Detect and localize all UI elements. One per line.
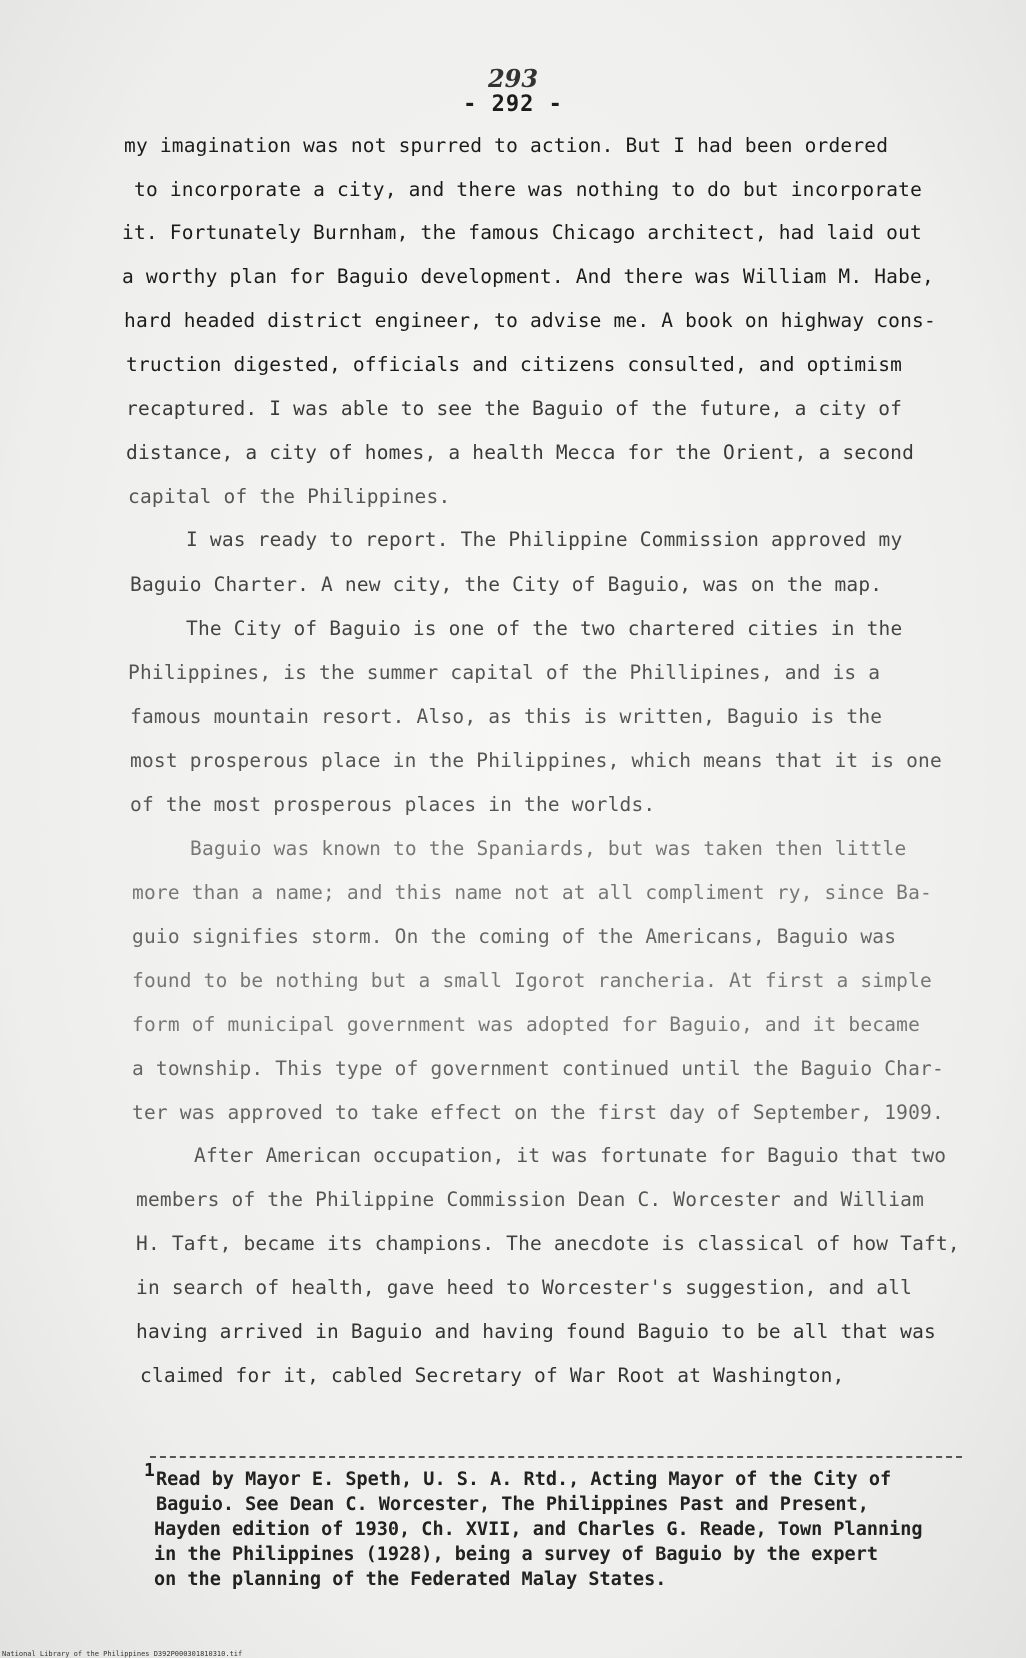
typed-page-number: - 292 - <box>463 92 563 117</box>
footnote-line: on the planning of the Federated Malay States. <box>154 1569 667 1590</box>
footnote-line: Baguio. See Dean C. Worcester, The Philippines Past and Present, <box>156 1494 869 1515</box>
text-line: having arrived in Baguio and having found Baguio to be all that was <box>136 1320 936 1343</box>
text-line: After American occupation, it was fortunate for Baguio that two <box>194 1144 947 1167</box>
scan-footer-label: National Library of the Philippines D392P000301810310.tif <box>2 1650 243 1658</box>
footnote-divider <box>150 1456 962 1458</box>
handwritten-page-number: 293 <box>487 64 539 93</box>
text-line: claimed for it, cabled Secretary of War Root at Washington, <box>140 1364 845 1387</box>
text-line: The City of Baguio is one of the two chartered cities in the <box>186 617 903 640</box>
text-line: Baguio was known to the Spaniards, but was taken then little <box>190 837 907 860</box>
text-line: my imagination was not spurred to action. But I had been ordered <box>124 134 889 157</box>
footnote-line: Hayden edition of 1930, Ch. XVII, and Charles G. Reade, Town Planning <box>154 1519 923 1540</box>
text-line: form of municipal government was adopted for Baguio, and it became <box>132 1013 921 1036</box>
text-line: I was ready to report. The Philippine Commission approved my <box>186 528 903 551</box>
text-line: H. Taft, became its champions. The anecdote is classical of how Taft, <box>136 1232 960 1255</box>
text-line: truction digested, officials and citizens consulted, and optimism <box>126 353 903 376</box>
text-line: Philippines, is the summer capital of the Phillipines, and is a <box>128 661 881 684</box>
text-line: found to be nothing but a small Igorot rancheria. At first a simple <box>132 969 932 992</box>
text-line: ter was approved to take effect on the first day of September, 1909. <box>132 1101 944 1124</box>
text-line: a township. This type of government continued until the Baguio Char- <box>132 1057 944 1080</box>
text-line: most prosperous place in the Philippines, which means that it is one <box>130 749 942 772</box>
text-line: members of the Philippine Commission Dean C. Worcester and William <box>136 1188 925 1211</box>
text-line: famous mountain resort. Also, as this is written, Baguio is the <box>130 705 883 728</box>
text-line: Baguio Charter. A new city, the City of Baguio, was on the map. <box>130 573 883 596</box>
text-line: more than a name; and this name not at all compliment ry, since Ba- <box>132 881 932 904</box>
text-line: capital of the Philippines. <box>128 485 451 508</box>
text-line: guio signifies storm. On the coming of the Americans, Baguio was <box>132 925 897 948</box>
text-line: it. Fortunately Burnham, the famous Chicago architect, had laid out <box>122 221 922 244</box>
footnote-marker: 1 <box>144 1460 155 1481</box>
text-line: to incorporate a city, and there was nothing to do but incorporate <box>134 178 923 201</box>
text-line: of the most prosperous places in the worlds. <box>130 793 656 816</box>
text-line: a worthy plan for Baguio development. And there was William M. Habe, <box>122 265 934 288</box>
text-line: hard headed district engineer, to advise me. A book on highway cons- <box>124 309 936 332</box>
footnote-line: in the Philippines (1928), being a survey of Baguio by the expert <box>154 1544 878 1565</box>
text-line: in search of health, gave heed to Worcester's suggestion, and all <box>136 1276 913 1299</box>
text-line: distance, a city of homes, a health Mecca for the Orient, a second <box>126 441 915 464</box>
text-line: recaptured. I was able to see the Baguio of the future, a city of <box>126 397 903 420</box>
footnote-line: Read by Mayor E. Speth, U. S. A. Rtd., Acting Mayor of the City of <box>156 1469 892 1490</box>
